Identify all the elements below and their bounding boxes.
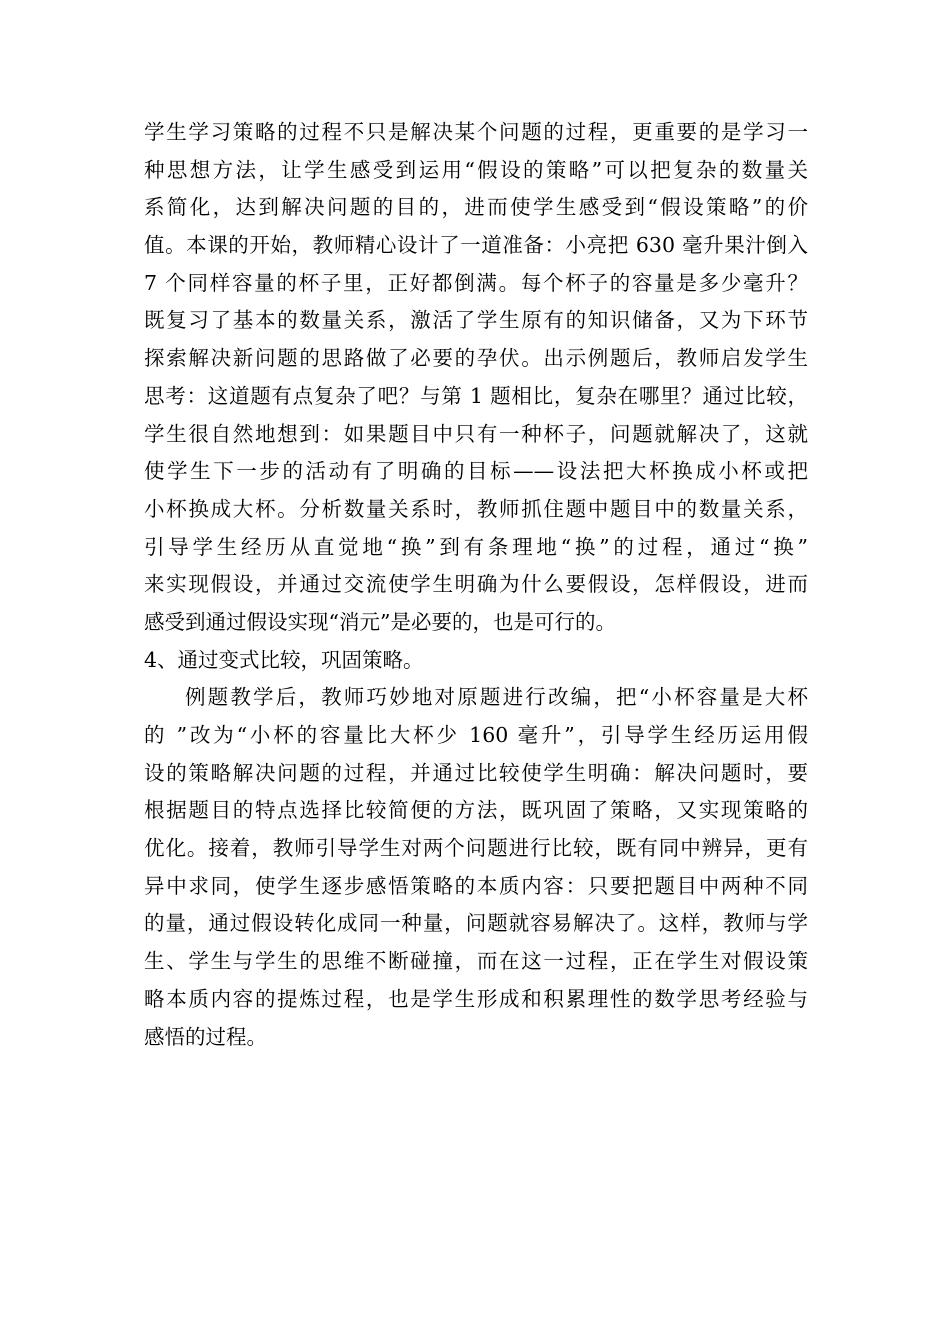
text-line: 系简化，达到解决问题的目的，进而使学生感受到“假设策略”的价 xyxy=(144,195,808,220)
text-line: 值。本课的开始，教师精心设计了一道准备：小亮把 630 毫升果汁倒入 xyxy=(144,233,808,258)
text-line: 异中求同，使学生逐步感悟策略的本质内容：只要把题目中两种不同 xyxy=(144,873,808,898)
text-line: 引导学生经历从直觉地“换”到有条理地“换”的过程，通过“换” xyxy=(144,534,808,559)
text-line: 探索解决新问题的思路做了必要的孕伏。出示例题后，教师启发学生 xyxy=(144,346,808,371)
text-line: 学生很自然地想到：如果题目中只有一种杯子，问题就解决了，这就 xyxy=(144,421,808,446)
text-line: 使学生下一步的活动有了明确的目标——设法把大杯换成小杯或把 xyxy=(144,459,808,484)
paragraph-1 xyxy=(144,114,808,642)
text-line: 学生学习策略的过程不只是解决某个问题的过程，更重要的是学习一 xyxy=(144,120,808,144)
text-line: 的量，通过假设转化成同一种量，问题就容易解决了。这样，教师与学 xyxy=(144,911,808,936)
text-line: 优化。接着，教师引导学生对两个问题进行比较，既有同中辨异，更有 xyxy=(144,836,808,861)
paragraph-2 xyxy=(144,679,808,1056)
text-line: 设的策略解决问题的过程，并通过比较使学生明确：解决问题时，要 xyxy=(144,760,808,785)
text-line: 来实现假设，并通过交流使学生明确为什么要假设，怎样假设，进而 xyxy=(144,572,808,597)
text-line: 种思想方法，让学生感受到运用“假设的策略”可以把复杂的数量关 xyxy=(144,157,808,182)
text-line: 略本质内容的提炼过程，也是学生形成和积累理性的数学思考经验与 xyxy=(144,986,808,1011)
text-line: 既复习了基本的数量关系，激活了学生原有的知识储备，又为下环节 xyxy=(144,308,808,333)
body-text xyxy=(144,114,808,1056)
text-line: 例题教学后，教师巧妙地对原题进行改编，把“小杯容量是大杯 xyxy=(185,685,808,710)
text-line: 7 个同样容量的杯子里，正好都倒满。每个杯子的容量是多少毫升？ xyxy=(144,270,808,295)
text-line: 根据题目的特点选择比较简便的方法，既巩固了策略，又实现策略的 xyxy=(144,798,808,823)
text-line: 感受到通过假设实现“消元”是必要的，也是可行的。 xyxy=(144,609,616,634)
text-line: 的 ”改为“小杯的容量比大杯少 160 毫升”，引导学生经历运用假 xyxy=(144,723,808,747)
text-line: 生、学生与学生的思维不断碰撞，而在这一过程，正在学生对假设策 xyxy=(144,949,808,974)
text-line: 感悟的过程。 xyxy=(144,1024,267,1049)
text-line: 小杯换成大杯。分析数量关系时，教师抓住题中题目中的数量关系， xyxy=(144,496,808,521)
text-line: 思考：这道题有点复杂了吧？与第 1 题相比，复杂在哪里？通过比较， xyxy=(144,383,808,408)
section-heading: 4、通过变式比较，巩固策略。 xyxy=(144,647,424,672)
